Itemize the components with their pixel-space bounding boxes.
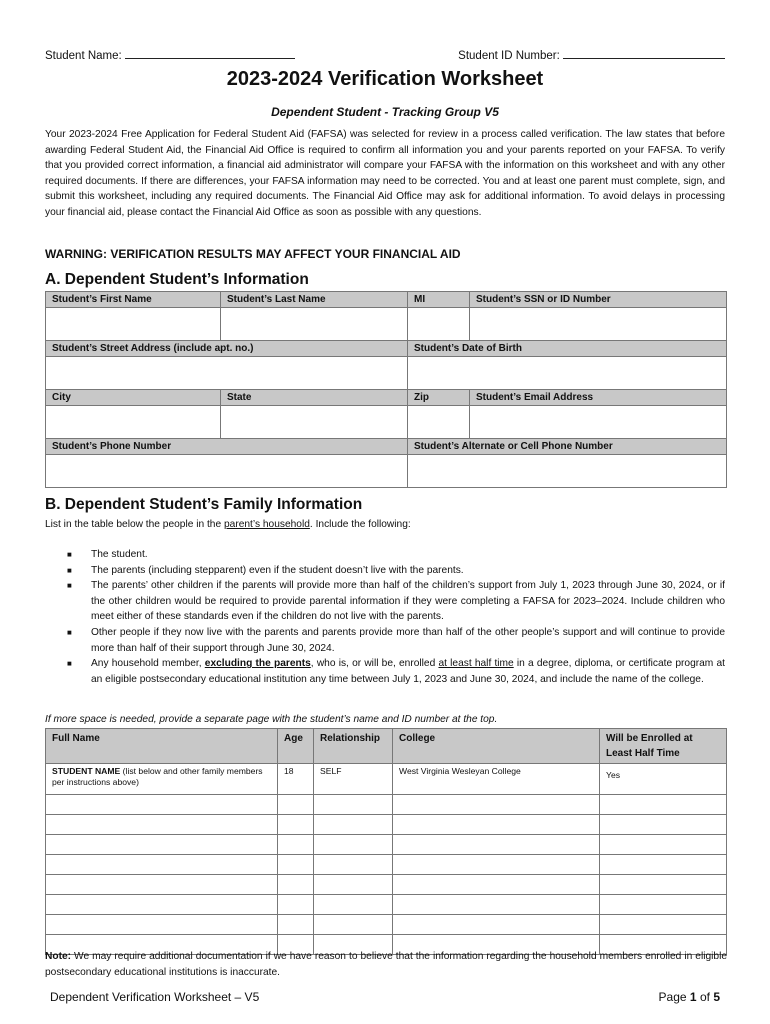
- email-field[interactable]: [470, 406, 727, 439]
- note-label: Note:: [45, 951, 72, 962]
- mi-label: MI: [408, 292, 470, 308]
- name-cell[interactable]: [46, 835, 278, 855]
- page-word: Page: [658, 990, 687, 1004]
- name-cell[interactable]: [46, 855, 278, 875]
- enrolled-cell[interactable]: [600, 835, 727, 855]
- row1-relationship-cell[interactable]: SELF: [314, 764, 393, 795]
- half-time-text: at least half time: [438, 658, 514, 670]
- enrolled-cell[interactable]: [600, 895, 727, 915]
- relationship-cell[interactable]: [314, 895, 393, 915]
- section-a-heading: A. Dependent Student’s Information: [45, 271, 309, 288]
- phone-label: Student’s Phone Number: [46, 439, 408, 455]
- row1-college-cell[interactable]: West Virginia Wesleyan College: [393, 764, 600, 795]
- college-cell[interactable]: [393, 835, 600, 855]
- bullet-text: Any household member,: [91, 658, 205, 670]
- enrolled-cell[interactable]: [600, 795, 727, 815]
- relationship-cell[interactable]: [314, 815, 393, 835]
- relationship-cell[interactable]: [314, 875, 393, 895]
- row1-enrolled-cell[interactable]: Yes: [600, 764, 727, 795]
- more-space-note: If more space is needed, provide a separate page with the student’s name and ID number at the top.: [45, 714, 498, 725]
- relationship-cell[interactable]: [314, 835, 393, 855]
- bullet-icon: ■: [67, 550, 72, 559]
- college-cell[interactable]: [393, 895, 600, 915]
- age-cell[interactable]: [278, 795, 314, 815]
- col-college: College: [393, 729, 600, 764]
- name-cell[interactable]: [46, 915, 278, 935]
- student-id-blank[interactable]: [563, 48, 725, 59]
- student-name-line: [45, 48, 295, 62]
- student-identity-line: [45, 48, 725, 62]
- col-enrolled: Will be Enrolled at Least Half Time: [600, 729, 727, 764]
- col-full-name: Full Name: [46, 729, 278, 764]
- bullet-text: The parents’ other children if the parents will provide more than half of the children’s support from July 1, 2023 through June 30, 2024, or if the other children would be required to provide parental information if they were completing a FAFSA for 2023–2024. Include children who meet either of these standards even if the children do not live with the parents.: [91, 580, 725, 623]
- bullet-text: , who is, or will be, enrolled: [310, 658, 439, 670]
- name-cell[interactable]: [46, 895, 278, 915]
- student-id-label: Student ID Number:: [458, 50, 560, 62]
- relationship-cell[interactable]: [314, 795, 393, 815]
- last-name-field[interactable]: [221, 308, 408, 341]
- intro-paragraph: Your 2023-2024 Free Application for Federal Student Aid (FAFSA) was selected for review in a process called verification. The law states that before awarding Federal Student Aid, the Financial Aid Office is required to confirm all information you and your parents reported on your FAFSA. To verify that you provided correct information, a financial aid administrator will compare your FAFSA with the information on this worksheet and with any other required documents. If there are differences, your FAFSA information may need to be corrected. You and at least one parent must complete, sign, and submit this worksheet, including any required documents. The Financial Aid Office may ask for additional information. To avoid delays in processing your financial aid, please contact the Financial Aid Office as soon as possible with any questions.: [45, 129, 725, 218]
- family-intro-text: List in the table below the people in the: [45, 519, 224, 530]
- table-row: [46, 875, 727, 895]
- row1-name-cell[interactable]: [46, 764, 278, 795]
- enrolled-cell[interactable]: [600, 875, 727, 895]
- list-item: [45, 578, 725, 625]
- table-row: [46, 815, 727, 835]
- zip-field[interactable]: [408, 406, 470, 439]
- bullet-icon: ■: [67, 627, 72, 637]
- name-cell[interactable]: [46, 815, 278, 835]
- name-cell[interactable]: [46, 875, 278, 895]
- alt-phone-field[interactable]: [408, 455, 727, 488]
- college-cell[interactable]: [393, 915, 600, 935]
- table-row: [46, 764, 727, 795]
- bullet-text: The student.: [91, 549, 148, 560]
- ssn-field[interactable]: [470, 308, 727, 341]
- age-cell[interactable]: [278, 815, 314, 835]
- bullet-icon: ■: [67, 565, 72, 575]
- student-name-blank[interactable]: [125, 48, 295, 59]
- list-item: [45, 563, 725, 579]
- age-cell[interactable]: [278, 895, 314, 915]
- footer-page-number: [659, 990, 720, 1004]
- documentation-note: [45, 949, 727, 980]
- bullet-text: Other people if they now live with the parents and parents provide more than half of the other people’s support and will continue to provide more than half of their support through June 30, 2024.: [91, 626, 725, 654]
- page-total: 5: [713, 990, 720, 1004]
- alt-phone-label: Student’s Alternate or Cell Phone Number: [408, 439, 727, 455]
- enrolled-cell[interactable]: [600, 815, 727, 835]
- page-current: 1: [689, 990, 697, 1004]
- bullet-text: The parents (including stepparent) even if the student doesn’t live with the parents.: [91, 564, 464, 576]
- table-row: [46, 915, 727, 935]
- parents-household-text: parent’s household: [223, 519, 310, 530]
- age-cell[interactable]: [278, 855, 314, 875]
- age-cell[interactable]: [278, 915, 314, 935]
- college-cell[interactable]: [393, 795, 600, 815]
- of-word: of: [699, 990, 710, 1004]
- last-name-label: Student’s Last Name: [221, 292, 408, 308]
- relationship-cell[interactable]: [314, 855, 393, 875]
- row1-name-rest: (list below and other family members per instructions above): [52, 766, 263, 787]
- email-label: Student’s Email Address: [470, 390, 727, 406]
- student-info-table: [45, 291, 727, 488]
- zip-label: Zip: [408, 390, 470, 406]
- student-id-line: [458, 48, 725, 62]
- street-address-field[interactable]: [46, 357, 408, 390]
- date-of-birth-field[interactable]: [408, 357, 727, 390]
- date-of-birth-label: Student’s Date of Birth: [408, 341, 727, 357]
- state-field[interactable]: [221, 406, 408, 439]
- col-age: Age: [278, 729, 314, 764]
- first-name-field[interactable]: [46, 308, 221, 341]
- enrolled-cell[interactable]: [600, 855, 727, 875]
- family-table: [45, 728, 727, 955]
- ssn-label: Student’s SSN or ID Number: [470, 292, 727, 308]
- first-name-label: Student’s First Name: [46, 292, 221, 308]
- family-intro-end: . Include the following:: [309, 519, 411, 530]
- phone-field[interactable]: [46, 455, 408, 488]
- row1-age-cell[interactable]: 18: [278, 764, 314, 795]
- list-item: [45, 656, 725, 687]
- city-label: City: [46, 390, 221, 406]
- list-item: [45, 547, 725, 563]
- age-cell[interactable]: [278, 835, 314, 855]
- excluding-parents-text: excluding the parents: [204, 658, 311, 670]
- note-text: We may require additional documentation if we have reason to believe that the information regarding the household members enrolled in eligible postsecondary educational institutions is inaccurate.: [45, 951, 727, 978]
- enrolled-cell[interactable]: [600, 915, 727, 935]
- table-row: [46, 835, 727, 855]
- bullet-icon: ■: [67, 581, 72, 591]
- footer-document-title: Dependent Verification Worksheet – V5: [50, 990, 260, 1004]
- college-cell[interactable]: [393, 875, 600, 895]
- row1-name-bold: STUDENT NAME: [52, 766, 121, 776]
- page-title: 2023-2024 Verification Worksheet: [226, 68, 544, 90]
- table-row: [46, 795, 727, 815]
- warning-text: WARNING: VERIFICATION RESULTS MAY AFFECT YOUR FINANCIAL AID: [45, 247, 461, 261]
- household-bullet-list: [45, 547, 725, 687]
- city-field[interactable]: [46, 406, 221, 439]
- family-list-intro: [45, 519, 411, 530]
- col-relationship: Relationship: [314, 729, 393, 764]
- college-cell[interactable]: [393, 815, 600, 835]
- list-item: [45, 625, 725, 656]
- table-row: [46, 895, 727, 915]
- bullet-icon: ■: [67, 659, 72, 669]
- bullet-text: in a degree, diploma, or certificate program at an eligible postsecondary educational institution any time between July 1, 2023 and June 30, 2024, and include the name of the college.: [91, 658, 725, 685]
- table-row: [46, 855, 727, 875]
- state-label: State: [221, 390, 408, 406]
- relationship-cell[interactable]: [314, 915, 393, 935]
- mi-field[interactable]: [408, 308, 470, 341]
- age-cell[interactable]: [278, 875, 314, 895]
- student-name-label: Student Name:: [45, 50, 122, 62]
- page-subtitle: Dependent Student - Tracking Group V5: [271, 105, 499, 119]
- street-address-label: Student’s Street Address (include apt. no.): [46, 341, 408, 357]
- name-cell[interactable]: [46, 795, 278, 815]
- college-cell[interactable]: [393, 855, 600, 875]
- section-b-heading: B. Dependent Student’s Family Information: [45, 496, 363, 513]
